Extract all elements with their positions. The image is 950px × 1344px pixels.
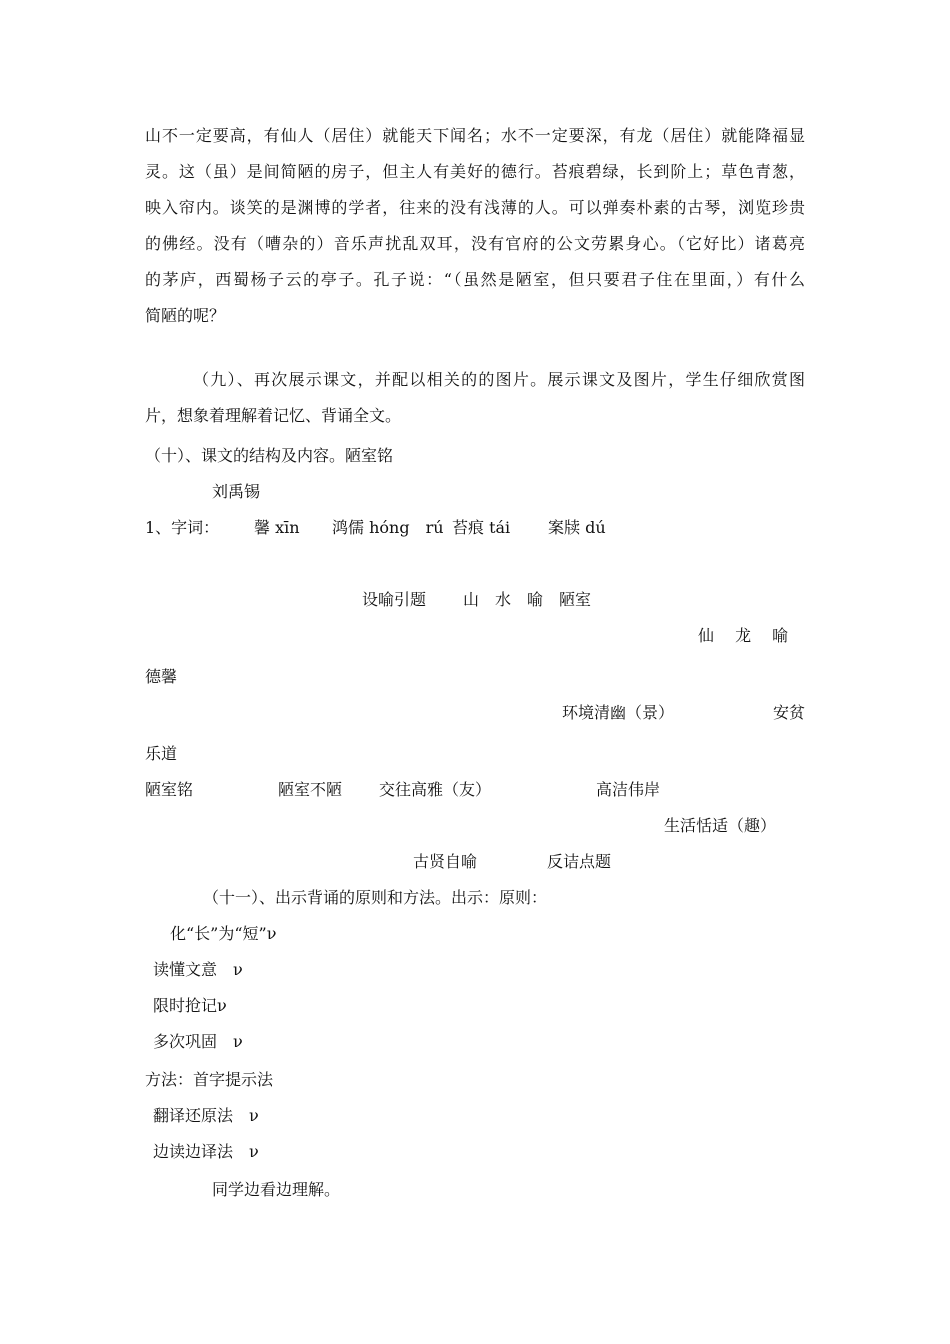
structure-life: 生活恬适（趣） bbox=[664, 816, 777, 835]
structure-not-shabby: 陋室不陋 bbox=[278, 780, 343, 799]
structure-intro: 设喻引题 bbox=[362, 590, 427, 609]
structure-intro-items: 山 水 喻 陋室 bbox=[463, 590, 592, 609]
author-name: 刘禹锡 bbox=[212, 482, 261, 501]
structure-environment: 环境清幽（景） bbox=[562, 703, 675, 722]
translation-line-5: 的茅庐，西蜀杨子云的亭子。孔子说：“（虽然是陋室，但只要君子住在里面，）有什么 bbox=[145, 270, 805, 289]
principle-4: 多次巩固 ν bbox=[153, 1032, 243, 1051]
step9-line-2: 片，想象着理解着记忆、背诵全文。 bbox=[145, 406, 402, 425]
structure-intro-tail: 德馨 bbox=[145, 667, 178, 686]
translation-line-6: 简陋的呢？ bbox=[145, 306, 226, 325]
translation-line-2: 灵。这（虽）是间简陋的房子，但主人有美好的德行。苔痕碧绿，长到阶上；草色青葱， bbox=[145, 162, 805, 181]
closing-line: 同学边看边理解。 bbox=[212, 1180, 341, 1199]
structure-noble: 高洁伟岸 bbox=[596, 780, 661, 799]
structure-anpin: 安贫 bbox=[773, 703, 806, 722]
vocab-label: 1、字词： bbox=[145, 518, 220, 537]
vocab-item-3: 苔痕 tái bbox=[452, 518, 511, 537]
principle-3: 限时抢记ν bbox=[153, 996, 227, 1015]
translation-line-3: 映入帘内。谈笑的是渊博的学者，往来的没有浅薄的人。可以弹奏朴素的古琴，浏览珍贵 bbox=[145, 198, 805, 217]
method-1: 翻译还原法 ν bbox=[153, 1106, 259, 1125]
method-2: 边读边译法 ν bbox=[153, 1142, 259, 1161]
structure-root: 陋室铭 bbox=[145, 780, 194, 799]
vocab-item-2: 鸿儒 hóng rú bbox=[332, 518, 444, 537]
structure-anpin-tail: 乐道 bbox=[145, 744, 178, 763]
method-label: 方法：首字提示法 bbox=[145, 1070, 274, 1089]
structure-rhetorical: 反诘点题 bbox=[547, 852, 612, 871]
structure-intro-items-2: 仙 龙 喻 bbox=[698, 626, 789, 645]
step10-heading: （十）、课文的结构及内容。陋室铭 bbox=[145, 446, 394, 465]
vocab-item-1: 馨 xīn bbox=[254, 518, 300, 537]
principle-2: 读懂文意 ν bbox=[153, 960, 243, 979]
structure-friends: 交往高雅（友） bbox=[379, 780, 492, 799]
step11-heading: （十一）、出示背诵的原则和方法。出示：原则： bbox=[203, 888, 548, 907]
vocab-item-4: 案牍 dú bbox=[548, 518, 606, 537]
step9-line-1: （九）、再次展示课文，并配以相关的的图片。展示课文及图片，学生仔细欣赏图 bbox=[193, 370, 805, 389]
structure-ancient: 古贤自喻 bbox=[413, 852, 478, 871]
translation-line-1: 山不一定要高，有仙人（居住）就能天下闻名；水不一定要深，有龙（居住）就能降福显 bbox=[145, 126, 805, 145]
principle-1: 化“长”为“短”ν bbox=[170, 924, 277, 943]
translation-line-4: 的佛经。没有（嘈杂的）音乐声扰乱双耳，没有官府的公文劳累身心。（它好比）诸葛亮 bbox=[145, 234, 805, 253]
